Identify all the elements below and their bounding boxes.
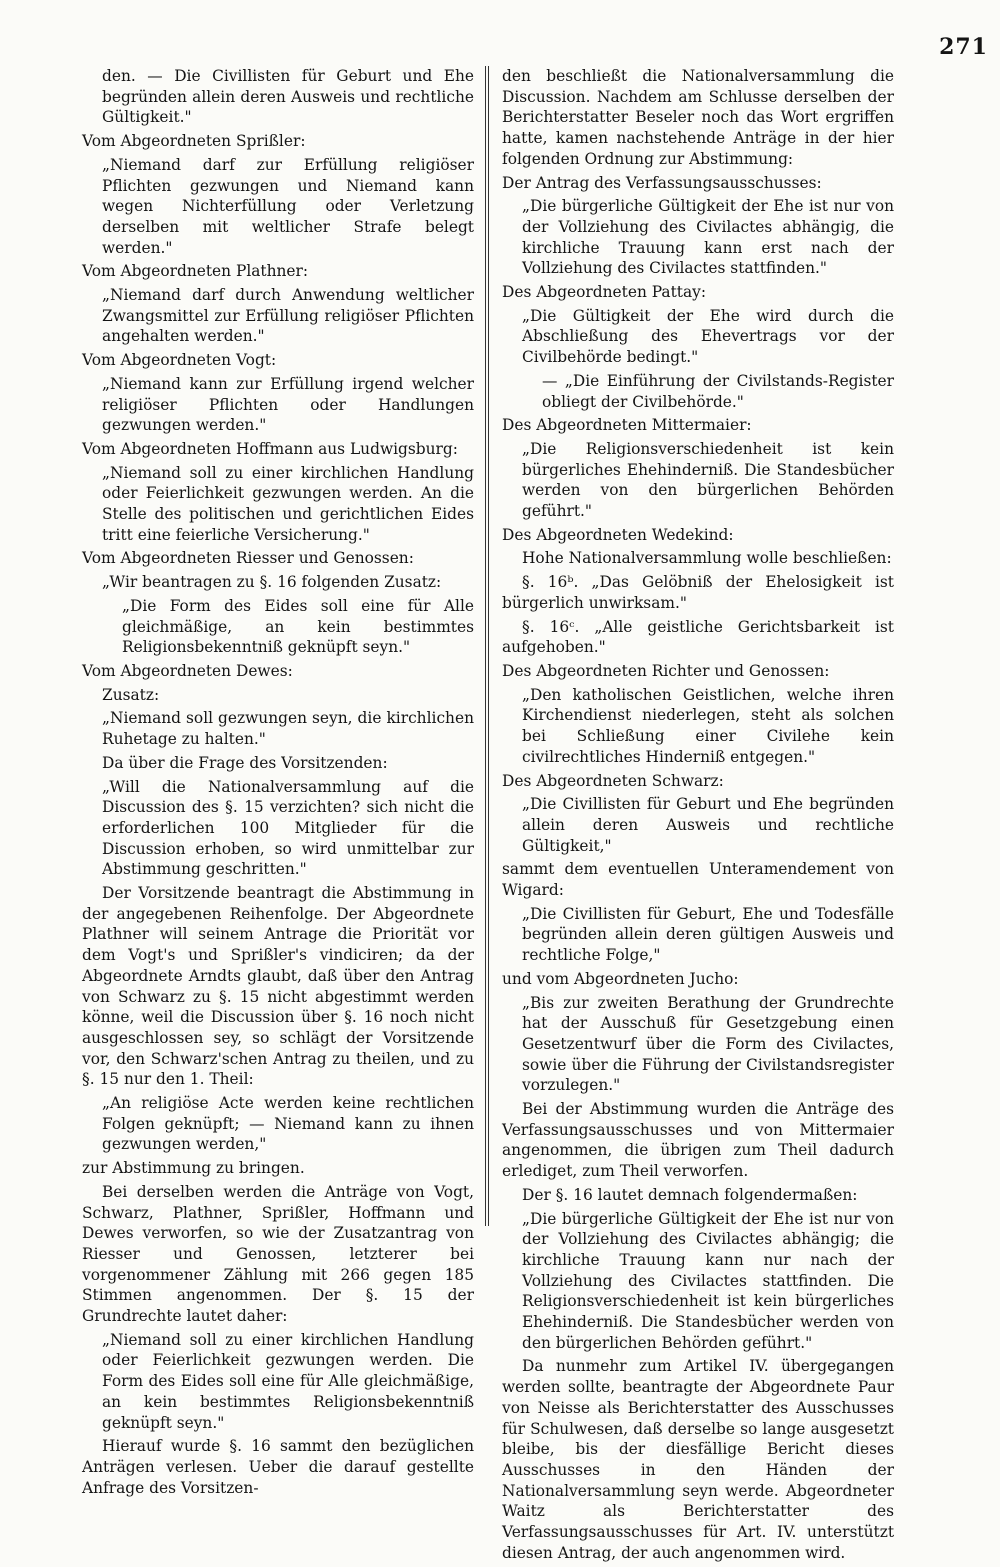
paragraph: Vom Abgeordneten Dewes: [82, 661, 293, 680]
paragraph: „Niemand kann zur Erfüllung irgend welcher religiöser Pflichten oder Handlungen gezwungen werden." [102, 374, 474, 435]
paragraph: „Den katholischen Geistlichen, welche ihren Kirchendienst niederlegen, steht als solchen bei Schließung einer Civilehe kein civilrechtliches Hinderniß entgegen." [522, 685, 894, 766]
paragraph: und vom Abgeordneten Jucho: [502, 969, 739, 988]
paragraph: Vom Abgeordneten Plathner: [82, 262, 309, 281]
paragraph: Vom Abgeordneten Hoffmann aus Ludwigsburg: [82, 439, 458, 458]
paragraph: Hierauf wurde §. 16 sammt den bezüglichen Anträgen verlesen. Ueber die darauf gestellte Anfrage des Vorsitzen- [82, 1437, 474, 1497]
right-column [502, 66, 894, 1567]
paragraph: „Niemand soll zu einer kirchlichen Handlung oder Feierlichkeit gezwungen werden. Die Form des Eides soll eine für Alle gleichmäßige, an kein bestimmtes Religionsbekenntniß geknüpft seyn." [102, 1330, 474, 1432]
paragraph: Des Abgeordneten Schwarz: [502, 771, 724, 790]
paragraph: „Die bürgerliche Gültigkeit der Ehe ist nur von der Vollziehung des Civilactes abhängig; die kirchliche Trauung kann nur nach der Vollziehung des Civilactes stattfinden. Die Religionsverschiedenheit ist kein bürgerliches Ehehinderniß. Die Standesbücher werden von den bürgerlichen Behörden geführt." [522, 1209, 894, 1352]
paragraph: Zusatz: [102, 685, 160, 704]
paragraph: den beschließt die Nationalversammlung die Discussion. Nachdem am Schlusse derselben der Berichterstatter Beseler noch das Wort ergriffen hatte, kamen nachstehende Anträge in der hier folgenden Ordnung zur Abstimmung: [502, 67, 894, 168]
paragraph: §. 16ᵇ. „Das Gelöbniß der Ehelosigkeit ist bürgerlich unwirksam." [502, 573, 894, 612]
paragraph: „Die bürgerliche Gültigkeit der Ehe ist nur von der Vollziehung des Civilactes abhängig, die kirchliche Trauung kann erst nach der Vollziehung des Civilactes stattfinden." [522, 197, 894, 278]
paragraph: Des Abgeordneten Pattay: [502, 283, 707, 302]
paragraph: zur Abstimmung zu bringen. [82, 1159, 305, 1178]
column-divider [485, 66, 489, 1226]
paragraph: „Will die Nationalversammlung auf die Discussion des §. 15 verzichten? sich nicht die erforderlichen 100 Mitglieder für die Discussion erhoben, so wird unmittelbar zur Abstimmung geschritten." [102, 777, 474, 879]
paragraph: Des Abgeordneten Wedekind: [502, 525, 734, 544]
paragraph: Hohe Nationalversammlung wolle beschließen: [522, 549, 892, 568]
paragraph: „Die Civillisten für Geburt und Ehe begründen allein deren Ausweis und rechtliche Gültigkeit," [522, 795, 894, 855]
paragraph: sammt dem eventuellen Unteramendement von Wigard: [502, 860, 894, 900]
paragraph: „An religiöse Acte werden keine rechtlichen Folgen geknüpft; — Niemand kann zu ihnen gezwungen werden," [102, 1094, 474, 1154]
paragraph: „Bis zur zweiten Berathung der Grundrechte hat der Ausschuß für Gesetzgebung einen Gesetzentwurf über die Form des Civilactes, sowie über die Führung der Civilstandsregister vorzulegen." [522, 993, 894, 1095]
left-column [82, 66, 474, 1501]
paragraph: „Wir beantragen zu §. 16 folgenden Zusatz: [102, 573, 442, 592]
paragraph: „Die Religionsverschiedenheit ist kein bürgerliches Ehehinderniß. Die Standesbücher werden von den bürgerlichen Behörden geführt." [522, 439, 894, 521]
paragraph: Da über die Frage des Vorsitzenden: [102, 753, 388, 772]
paragraph: Bei derselben werden die Anträge von Vogt, Schwarz, Plathner, Sprißler, Hoffmann und Dewes verworfen, so wie der Zusatzantrag von Riesser und Genossen, letzterer bei vorgenommener Zählung mit 266 gegen 185 Stimmen angenommen. Der §. 15 der Grundrechte lautet daher: [82, 1182, 474, 1326]
paragraph: „Niemand soll zu einer kirchlichen Handlung oder Feierlichkeit gezwungen werden. An die Stelle des politischen und gerichtlichen Eides tritt eine feierliche Versicherung." [102, 463, 474, 544]
page-number: 271 [939, 34, 988, 60]
paragraph: Vom Abgeordneten Riesser und Genossen: [82, 549, 414, 568]
paragraph: „Niemand darf zur Erfüllung religiöser Pflichten gezwungen und Niemand kann wegen Nichterfüllung oder Verletzung derselben mit weltlicher Strafe belegt werden." [102, 155, 474, 257]
paragraph: „Die Civillisten für Geburt, Ehe und Todesfälle begründen allein deren gültigen Ausweis und rechtliche Folge," [522, 904, 894, 965]
paragraph: Der Antrag des Verfassungsausschusses: [502, 173, 822, 192]
paragraph: Vom Abgeordneten Sprißler: [82, 132, 306, 151]
paragraph: Des Abgeordneten Mittermaier: [502, 416, 752, 435]
paragraph: den. — Die Civillisten für Geburt und Ehe begründen allein deren Ausweis und rechtliche Gültigkeit." [102, 67, 474, 127]
paragraph: „Niemand darf durch Anwendung weltlicher Zwangsmittel zur Erfüllung religiöser Pflichten angehalten werden." [102, 286, 474, 346]
paragraph: „Die Gültigkeit der Ehe wird durch die Abschließung des Ehevertrags vor der Civilbehörde bedingt." [522, 306, 894, 367]
paragraph: Der §. 16 lautet demnach folgendermaßen: [522, 1185, 858, 1204]
paragraph: — „Die Einführung der Civilstands-Register obliegt der Civilbehörde." [542, 371, 894, 411]
paragraph: Vom Abgeordneten Vogt: [82, 351, 277, 370]
paragraph: §. 16ᶜ. „Alle geistliche Gerichtsbarkeit ist aufgehoben." [502, 617, 894, 657]
paragraph: Des Abgeordneten Richter und Genossen: [502, 661, 830, 680]
paragraph: „Die Form des Eides soll eine für Alle gleichmäßige, an kein bestimmtes Religionsbekenntniß geknüpft seyn." [122, 596, 474, 657]
paragraph: Der Vorsitzende beantragt die Abstimmung in der angegebenen Reihenfolge. Der Abgeordnete Plathner will seinem Antrage die Priorität vor dem Vogt's und Sprißler's vindiciren; da der Abgeordnete Arndts glaubt, daß über den Antrag von Schwarz zu §. 15 nicht abgestimmt werden könne, weil die Discussion über §. 16 noch nicht ausgeschlossen sey, so schlägt der Vorsitzende vor, den Schwarz'schen Antrag zu theilen, und zu §. 15 nur den 1. Theil: [82, 884, 474, 1089]
paragraph: „Niemand soll gezwungen seyn, die kirchlichen Ruhetage zu halten." [102, 709, 474, 749]
paragraph: Bei der Abstimmung wurden die Anträge des Verfassungsausschusses und von Mittermaier angenommen, die übrigen zum Theil dadurch erlediget, zum Theil verworfen. [502, 1100, 894, 1181]
paragraph: Da nunmehr zum Artikel IV. übergegangen werden sollte, beantragte der Abgeordnete Paur von Neisse als Berichterstatter des Ausschusses für Schulwesen, daß derselbe so lange ausgesetzt bleibe, bis der diesfällige Bericht dieses Ausschusses in den Händen der Nationalversammlung seyn werde. Abgeordneter Waitz als Berichterstatter des Verfassungsausschusses für Art. IV. unterstützt diesen Antrag, der auch angenommen wird. [502, 1357, 894, 1562]
